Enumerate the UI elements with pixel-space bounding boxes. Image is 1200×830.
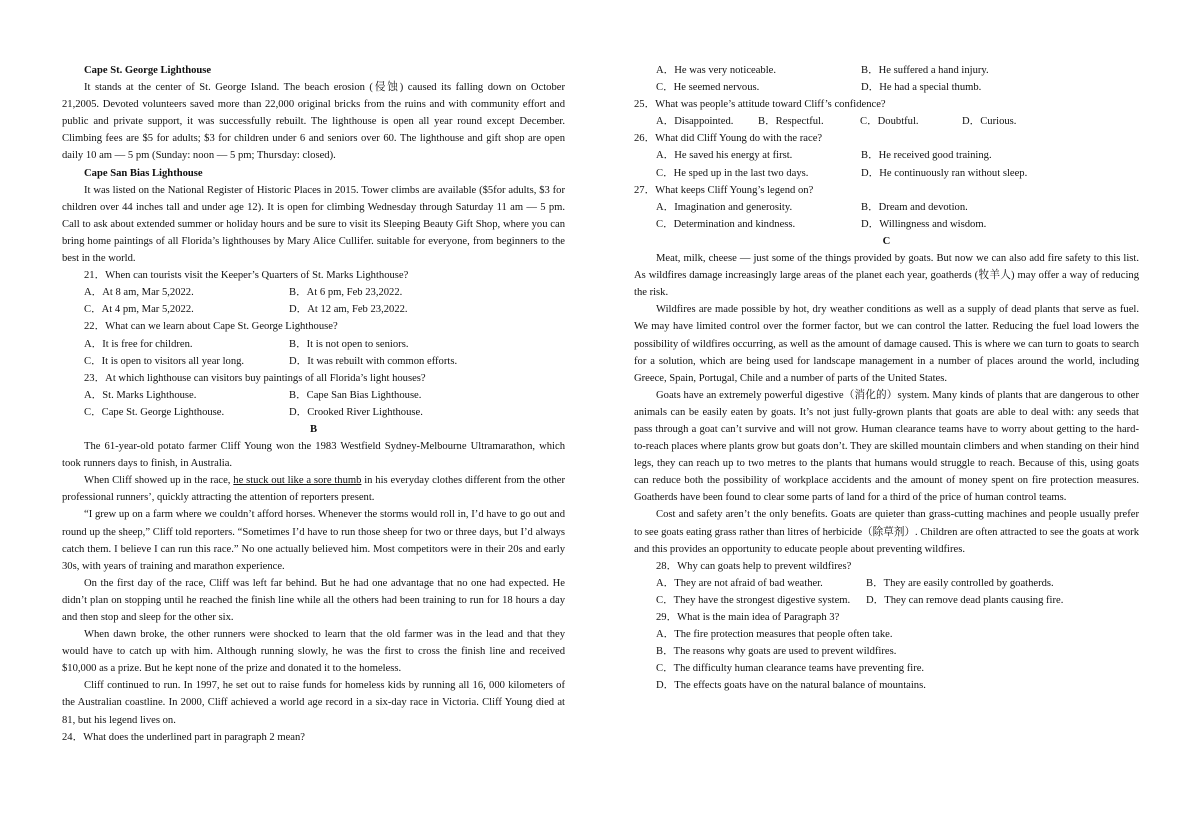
option-27c[interactable]: C．Determination and kindness. (656, 218, 796, 230)
option-26c[interactable]: C．He sped up in the last two days. (656, 167, 809, 179)
option-28c[interactable]: C．They have the strongest digestive system. (656, 594, 851, 606)
options-26-row1 (634, 147, 1139, 164)
paragraph-b6: Cliff continued to run. In 1997, he set out to raise funds for homeless kids by running all 16, 000 kilometers of the Australian coastline. In 2000, Cliff achieved a world age record in a six-day race in Victoria. Cliff Young died at 81, but his legend lives on. (62, 680, 565, 726)
option-22d[interactable]: D．It was rebuilt with common efforts. (289, 355, 458, 367)
paragraph-c1: Meat, milk, cheese — just some of the things provided by goats. But now we can also add fire safety to this list. As wildfires damage increasingly large areas of the planet each year, goatherds (牧羊人) may offer a way of reducing the risk. (634, 253, 1139, 299)
option-26d[interactable]: D．He continuously ran without sleep. (861, 167, 1028, 179)
options-23-row1 (62, 387, 565, 404)
options-21-row1 (62, 284, 565, 301)
option-23d[interactable]: D．Crooked River Lighthouse. (289, 406, 423, 418)
question-24: 24．What does the underlined part in paragraph 2 mean? (62, 731, 305, 743)
paragraph-b1: The 61-year-old potato farmer Cliff Young won the 1983 Westfield Sydney-Melbourne Ultramarathon, which took runners days to finish, in Australia. (62, 441, 565, 470)
option-25b[interactable]: B．Respectful. (758, 116, 824, 128)
option-29d[interactable]: D．The effects goats have on the natural balance of mountains. (656, 680, 926, 692)
options-24-row1 (634, 62, 1139, 79)
question-22: 22．What can we learn about Cape St. George Lighthouse? (84, 321, 338, 333)
options-26-row2 (634, 165, 1139, 182)
question-26: 26．What did Cliff Young do with the race? (634, 133, 823, 145)
option-23b[interactable]: B．Cape San Bias Lighthouse. (289, 389, 422, 401)
option-26a[interactable]: A．He saved his energy at first. (656, 150, 793, 162)
paragraph-san-bias: It was listed on the National Register of Historic Places in 2015. Tower climbs are available ($5for adults, $3 for children over 44 inches tall and under age 12). It is open for climbing Wednesday through Saturday 11 am — 5 pm. Call to ask about extended summer or holiday hours and be sure to visit its Sleeping Beauty Gift Shop, where you can bring home paintings of all Florida’s lighthouses by Mary Alice Cullifer. suitable for everyone, from beginners to the best in the world. (62, 184, 565, 265)
paragraph-b4: On the first day of the race, Cliff was left far behind. But he had one advantage that no one had expected. He didn’t plan on stopping until he reached the finish line while all the others had been training to run for 18 hours a day and then stop and sleep for the other six. (62, 577, 565, 623)
paragraph-b3: “I grew up on a farm where we couldn’t afford horses. Whenever the storms would roll in, I’d have to go out and round up the sheep,” Cliff told reporters. “Sometimes I’d have to run those sheep for two or three days, but I’d always catch them. I believe I can run this race.” No one actually believed him. Most competitors were in their 20s and early 30s, with years of training and marathon experience. (62, 509, 565, 572)
question-28: 28．Why can goats help to prevent wildfires? (656, 560, 852, 572)
option-29c[interactable]: C．The difficulty human clearance teams have preventing fire. (656, 663, 925, 675)
option-27b[interactable]: B．Dream and devotion. (861, 201, 968, 213)
paragraph-c3: Goats have an extremely powerful digestive（消化的）system. Many kinds of plants that are dangerous to other animals can be easily eaten by goats. It’s not just fully-grown plants that goats are able to deal with: any seeds that pass through a goat can’t survive and will not grow. Human clearance teams have to worry about getting to the hard-to-reach places where plants grow but goats don’t. They are skilled mountain climbers and when standing on their hind legs, they can reach up to two metres to the plants that humans would struggle to reach. Because of this, using goats can reduce both the possibility of workplace accidents and the amount of money spent on fire protection measures. Goatherds have been found to clear some parts of land for a third of the price of human control teams. (634, 389, 1139, 504)
options-22-row1 (62, 336, 565, 353)
question-25: 25．What was people’s attitude toward Cliff’s confidence? (634, 99, 886, 111)
paragraph-c2: Wildfires are made possible by hot, dry weather conditions as well as a supply of dead plants that serve as fuel. We may have limited control over the former factor, but we can control the latter. Reducing the fuel load lowers the possibility of wildfires occurring, as well as the amount of damage caused. This is where we can turn to goats to search for a solution, which are being used for landscape management in a number of places around the world, including Greece, Spain, Portugal, Chile and a number of parts of the United States. (634, 304, 1139, 384)
option-25a[interactable]: A．Disappointed. (656, 116, 734, 128)
left-column (62, 62, 565, 746)
option-21a[interactable]: A．At 8 am, Mar 5,2022. (84, 287, 194, 299)
option-21d[interactable]: D．At 12 am, Feb 23,2022. (289, 304, 408, 316)
option-22a[interactable]: A．It is free for children. (84, 338, 193, 350)
heading-cape-st-george: Cape St. George Lighthouse (84, 65, 212, 76)
paragraph-st-george: It stands at the center of St. George Island. The beach erosion (侵蚀) caused its falling down on October 21,2005. Devoted volunteers saved more than 22,000 original bricks from the ruins and with community effort and public and private support, it was successfully rebuilt. The lighthouse is open all year round except December. Climbing fees are $5 for adults; $3 for children under 6 and seniors over 60. The lighthouse and gift shop are open daily 10 am — 5 pm (Sunday: noon — 5 pm; Thursday: closed). (62, 82, 565, 162)
question-29: 29．What is the main idea of Paragraph 3? (656, 612, 840, 623)
question-27: 27．What keeps Cliff Young’s legend on? (634, 184, 814, 196)
question-23: 23．At which lighthouse can visitors buy paintings of all Florida’s light houses? (84, 372, 426, 384)
options-27-row2 (634, 216, 1139, 233)
paragraph-b2-end: in his everyday clothes different from the other professional runners’, quickly attracting the attention of reporters present. (62, 475, 565, 504)
paragraph-b2 (62, 472, 565, 506)
option-21c[interactable]: C．At 4 pm, Mar 5,2022. (84, 304, 194, 316)
question-21: 21．When can tourists visit the Keeper’s Quarters of St. Marks Lighthouse? (84, 270, 409, 282)
option-22b[interactable]: B．It is not open to seniors. (289, 338, 409, 350)
paragraph-b2-start: When Cliff showed up in the race, (84, 475, 234, 487)
options-22-row2 (62, 353, 565, 370)
option-27d[interactable]: D．Willingness and wisdom. (861, 218, 987, 230)
paragraph-c4: Cost and safety aren’t the only benefits. Goats are quieter than grass-cutting machines and people usually prefer to see goats eating grass rather than litres of herbicide（除草剂）. Children are often attracted to see the goats at work and this provides an opportunity to educate people about preventing wildfires. (634, 509, 1139, 555)
option-22c[interactable]: C．It is open to visitors all year long. (84, 355, 245, 367)
section-c-heading: C (882, 235, 891, 247)
option-29b[interactable]: B．The reasons why goats are used to prevent wildfires. (656, 646, 897, 658)
option-28b[interactable]: B．They are easily controlled by goatherds. (866, 577, 1054, 589)
options-28-row2 (634, 592, 1139, 609)
section-b-heading: B (309, 423, 318, 435)
options-21-row2 (62, 301, 565, 318)
options-24-row2 (634, 79, 1139, 96)
option-23c[interactable]: C．Cape St. George Lighthouse. (84, 406, 225, 418)
options-28-row1 (634, 575, 1139, 592)
option-24b[interactable]: B．He suffered a hand injury. (861, 65, 989, 76)
option-27a[interactable]: A．Imagination and generosity. (656, 201, 793, 213)
underlined-phrase: he stuck out like a sore thumb (233, 475, 362, 487)
option-23a[interactable]: A．St. Marks Lighthouse. (84, 389, 197, 401)
option-21b[interactable]: B．At 6 pm, Feb 23,2022. (289, 287, 403, 299)
heading-cape-san-bias: Cape San Bias Lighthouse (84, 167, 203, 179)
options-27-row1 (634, 199, 1139, 216)
option-24a[interactable]: A．He was very noticeable. (656, 65, 777, 76)
paragraph-b5: When dawn broke, the other runners were shocked to learn that the old farmer was in the lead and that they would have to catch up with him. Although running slowly, he was the first to cross the finish line and received $10,000 as a prize. But he kept none of the prize and donated it to the homeless. (62, 629, 565, 675)
options-23-row2 (62, 404, 565, 421)
options-25-row (634, 113, 1139, 130)
right-column (634, 62, 1139, 694)
option-24d[interactable]: D．He had a special thumb. (861, 82, 982, 94)
option-28a[interactable]: A．They are not afraid of bad weather. (656, 577, 823, 589)
option-25d[interactable]: D．Curious. (962, 116, 1017, 128)
option-24c[interactable]: C．He seemed nervous. (656, 82, 760, 94)
option-29a[interactable]: A．The fire protection measures that people often take. (656, 629, 893, 641)
option-28d[interactable]: D．They can remove dead plants causing fire. (866, 594, 1064, 606)
option-25c[interactable]: C．Doubtful. (860, 116, 919, 128)
option-26b[interactable]: B．He received good training. (861, 150, 992, 162)
